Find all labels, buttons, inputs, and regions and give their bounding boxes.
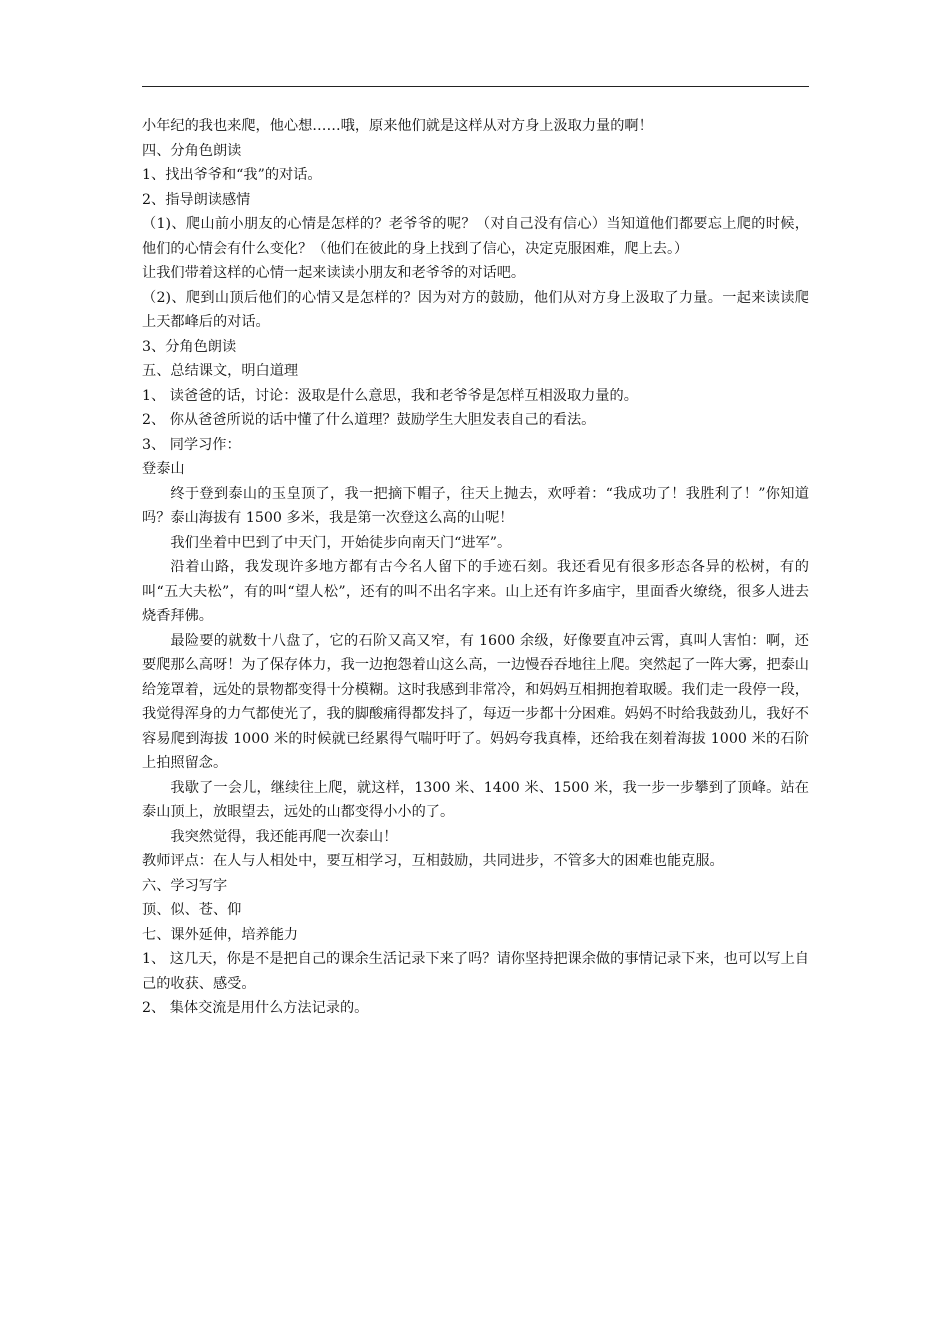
paragraph: 我们坐着中巴到了中天门，开始徒步向南天门“进军”。: [170, 534, 512, 551]
paragraph: 教师评点：在人与人相处中，要互相学习，互相鼓励，共同进步，不管多大的困难也能克服。: [142, 853, 724, 869]
paragraph: 顶、似、苍、仰: [142, 902, 242, 918]
paragraph: 沿着山路，我发现许多地方都有古今名人留下的手迹石刻。我还看见有很多形态各异的松树，有的叫“五大夫松”，有的叫“望人松”，还有的叫不出名字来。山上还有许多庙宇，里面香火缭绕，很多人进去烧香拜佛。: [142, 559, 809, 624]
document-body: [142, 114, 809, 1021]
paragraph: 终于登到泰山的玉皇顶了，我一把摘下帽子，往天上抛去，欢呼着：“我成功了！我胜利了！”你知道吗？泰山海拔有 1500 多米，我是第一次登这么高的山呢！: [142, 485, 809, 526]
paragraph: 小年纪的我也来爬，他心想……哦，原来他们就是这样从对方身上汲取力量的啊！: [142, 118, 653, 134]
paragraph: 我突然觉得，我还能再爬一次泰山！: [170, 828, 398, 845]
paragraph: 四、分角色朗读: [142, 142, 242, 159]
paragraph: 2、 你从爸爸所说的话中懂了什么道理？鼓励学生大胆发表自己的看法。: [142, 412, 596, 428]
paragraph: 我歇了一会儿，继续往上爬，就这样，1300 米、1400 米、1500 米，我一步一步攀到了顶峰。站在泰山顶上，放眼望去，远处的山都变得小小的了。: [142, 779, 809, 820]
paragraph: 3、 同学习作：: [142, 436, 241, 453]
paragraph: 3、分角色朗读: [142, 338, 237, 355]
paragraph: 2、 集体交流是用什么方法记录的。: [142, 1000, 369, 1016]
paragraph: 七、课外延伸，培养能力: [142, 926, 299, 943]
paragraph: 六、学习写字: [142, 877, 228, 894]
paragraph: 2、指导朗读感情: [142, 191, 251, 208]
paragraph: 1、找出爷爷和“我”的对话。: [142, 167, 322, 183]
paragraph: 登泰山: [142, 461, 185, 477]
paragraph: （1)、爬山前小朋友的心情是怎样的？老爷爷的呢？（对自己没有信心）当知道他们都要忘上爬的时候，他们的心情会有什么变化？（他们在彼此的身上找到了信心，决定克服困难，爬上去。）: [142, 216, 809, 257]
paragraph: （2)、爬到山顶后他们的心情又是怎样的？因为对方的鼓励，他们从对方身上汲取了力量。一起来读读爬上天都峰后的对话。: [142, 289, 809, 330]
paragraph: 让我们带着这样的心情一起来读读小朋友和老爷爷的对话吧。: [142, 265, 526, 281]
paragraph: 最险要的就数十八盘了，它的石阶又高又窄，有 1600 余级，好像要直冲云霄，真叫人害怕：啊，还要爬那么高呀！为了保存体力，我一边抱怨着山这么高，一边慢吞吞地往上爬。突然起了一阵大雾，把泰山给笼罩着，远处的景物都变得十分模糊。这时我感到非常冷，和妈妈互相拥抱着取暖。我们走一段停一段，我觉得浑身的力气都使光了，我的脚酸痛得都发抖了，每迈一步都十分困难。妈妈不时给我鼓劲儿，我好不容易爬到海拔 1000 米的时候就已经累得气喘吁吁了。妈妈夸我真棒，还给我在刻着海拔 1000 米的石阶上拍照留念。: [142, 632, 809, 771]
paragraph: 五、总结课文，明白道理: [142, 363, 299, 379]
paragraph: 1、 读爸爸的话，讨论：汲取是什么意思，我和老爷爷是怎样互相汲取力量的。: [142, 387, 638, 404]
paragraph: 1、 这几天，你是不是把自己的课余生活记录下来了吗？请你坚持把课余做的事情记录下来，也可以写上自己的收获、感受。: [142, 951, 809, 992]
header-rule: [142, 86, 809, 87]
